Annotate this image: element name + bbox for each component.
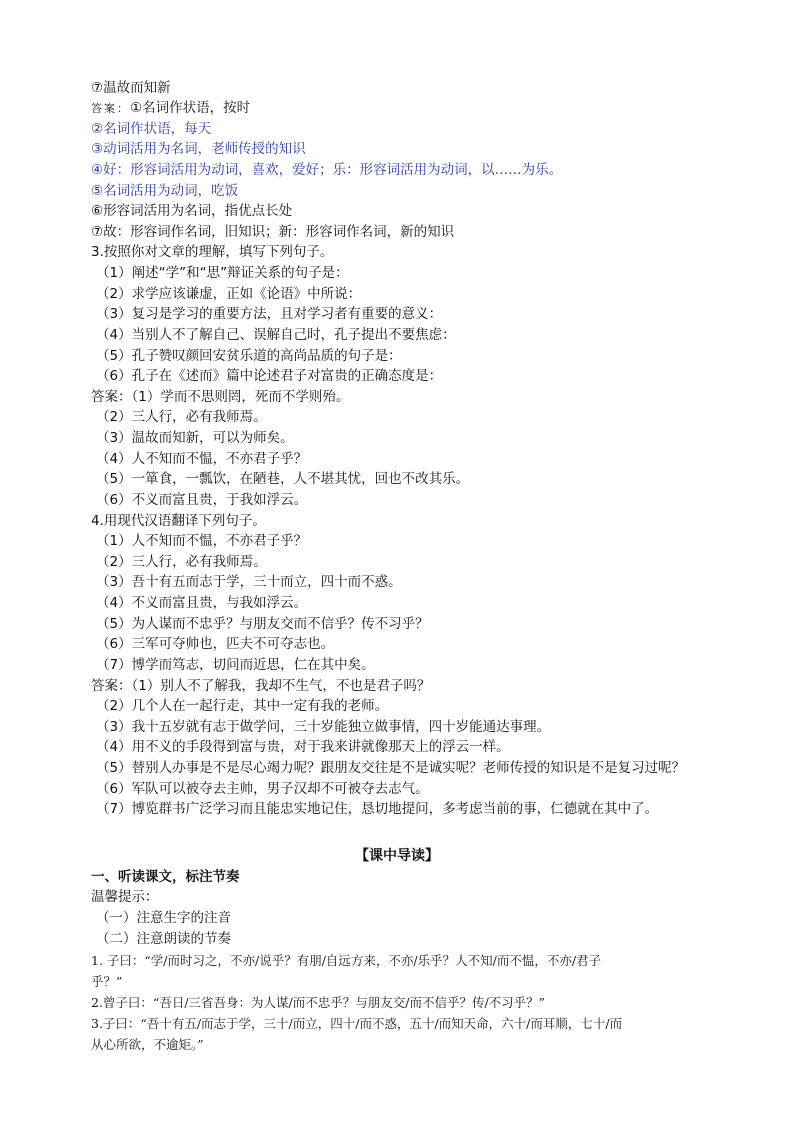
answer-item: （5）一箪食，一瓢饮，在陋巷，人不堪其忧，回也不改其乐。: [96, 471, 470, 487]
answer-item: （4）人不知而不愠，不亦君子乎？: [96, 451, 308, 467]
answer-item: （2）三人行，必有我师焉。: [96, 409, 267, 425]
answer-item: （6）不义而富且贵，于我如浮云。: [96, 492, 308, 508]
question-item: （6）孔子在《述而》篇中论述君子对富贵的正确态度是：: [96, 368, 443, 384]
question-item: （1）人不知而不愠，不亦君子乎？: [96, 533, 308, 549]
text-line: ④好：形容词活用为动词，喜欢，爱好；乐：形容词活用为动词，以……为乐。: [91, 162, 563, 178]
answer-line: [91, 99, 711, 119]
answer-item: （4）用不义的手段得到富与贵，对于我来讲就像那天上的浮云一样。: [96, 739, 510, 755]
passage-line: 乎？”: [91, 974, 123, 989]
text-line: ③动词活用为名词，老师传授的知识: [91, 141, 306, 157]
text-line: ②名词作状语，每天: [91, 121, 212, 137]
section-title: 【课中导读】: [355, 848, 439, 864]
answer-text: ①名词作状语，按时: [130, 100, 251, 116]
answer-line: 答案：（1）别人不了解我，我却不生气，不也是君子吗？: [91, 678, 431, 694]
text-line: ⑥形容词活用为名词，指优点长处: [91, 203, 293, 219]
question-item: （2）三人行，必有我师焉。: [96, 554, 267, 570]
answer-item: （7）博览群书广泛学习而且能忠实地记住，恳切地提问，多考虑当前的事，仁德就在其中了。: [96, 801, 659, 817]
question-item: （3）复习是学习的重要方法，且对学习者有重要的意义：: [96, 306, 443, 322]
subsection-heading: 一、听读课文，标注节奏: [91, 869, 240, 885]
question-item: （5）孔子赞叹颜回安贫乐道的高尚品质的句子是：: [96, 348, 402, 364]
question-item: （4）不义而富且贵，与我如浮云。: [96, 595, 308, 611]
question-heading: 3.按照你对文章的理解，填写下列句子。: [91, 244, 334, 260]
passage-line: 1. 子曰：“学/而时习之，不亦/说乎？有朋/自远方来，不亦/乐乎？人不知/而不愠，不亦/君子: [91, 953, 602, 968]
question-item: （1）阐述“学”和“思”辩证关系的句子是：: [96, 265, 349, 281]
question-item: （4）当别人不了解自己、误解自己时，孔子提出不要焦虑：: [96, 327, 456, 343]
answer-item: （3）温故而知新，可以为师矣。: [96, 430, 294, 446]
question-item: （3）吾十有五而志于学，三十而立，四十而不惑。: [96, 574, 402, 590]
passage-line: 从心所欲，不逾矩。”: [91, 1037, 204, 1052]
text-line: ⑤名词活用为动词，吃饭: [91, 183, 239, 199]
text-line: ⑦温故而知新: [91, 80, 171, 96]
question-item: （6）三军可夺帅也，匹夫不可夺志也。: [96, 636, 335, 652]
passage-line: 3.子曰：“吾十有五/而志于学，三十/而立，四十/而不惑，五十/而知天命，六十/而耳顺，七十/而: [91, 1016, 623, 1031]
passage-line: 2.曾子曰：“吾日/三省吾身：为人谋/而不忠乎？与朋友交/而不信乎？传/不习乎？”: [91, 995, 546, 1010]
answer-label: 答案：: [91, 102, 130, 115]
text-line: 温馨提示：: [91, 889, 159, 905]
answer-item: （6）军队可以被夺去主帅，男子汉却不可被夺去志气。: [96, 781, 429, 797]
answer-line: 答案：（1）学而不思则罔，死而不学则殆。: [91, 389, 350, 405]
answer-item: （2）几个人在一起行走，其中一定有我的老师。: [96, 698, 389, 714]
text-line: ⑦故：形容词作名词，旧知识；新：形容词作名词，新的知识: [91, 224, 455, 240]
answer-item: （5）替别人办事是不是尽心竭力呢？跟朋友交往是不是诚实呢？老师传授的知识是不是复习过呢？: [96, 760, 686, 776]
tip-item: （一）注意生字的注音: [96, 910, 231, 926]
question-heading: 4.用现代汉语翻译下列句子。: [91, 513, 266, 529]
question-item: （7）博学而笃志，切问而近思，仁在其中矣。: [96, 657, 375, 673]
question-item: （5）为人谋而不忠乎？与朋友交而不信乎？传不习乎？: [96, 616, 429, 632]
tip-item: （二）注意朗读的节奏: [96, 931, 231, 947]
question-item: （2）求学应该谦虚，正如《论语》中所说：: [96, 286, 362, 302]
answer-item: （3）我十五岁就有志于做学问，三十岁能独立做事情，四十岁能通达事理。: [96, 719, 551, 735]
